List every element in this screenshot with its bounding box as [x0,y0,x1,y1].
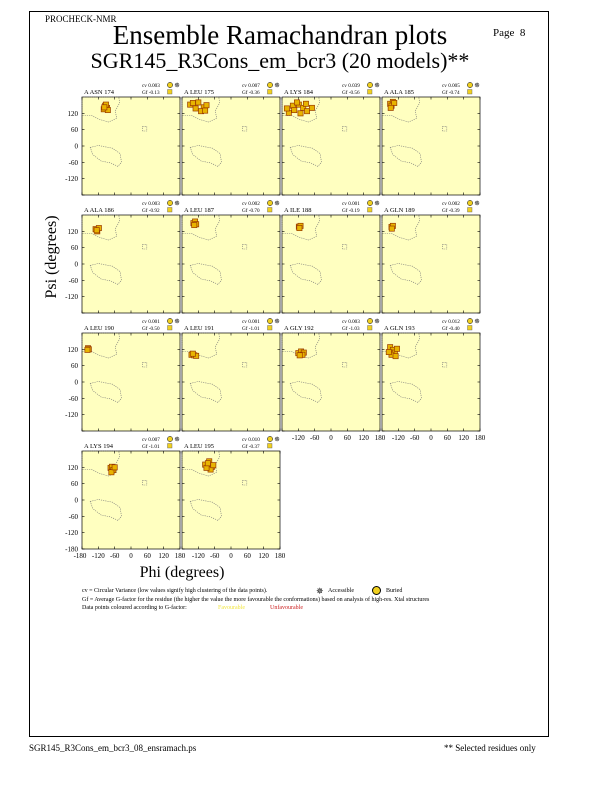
residue-label: A ALA 186 [84,207,114,214]
y-tick-label: -180 [65,545,78,554]
y-tick-label: -120 [65,293,78,302]
plot-panel [282,200,380,314]
x-tick-label: -180 [73,552,87,560]
gf-value: Gf -0.36 [242,90,260,96]
legend-buried-icon [372,586,381,595]
y-tick-label: -60 [68,158,78,167]
accessible-icon: ✵ [374,81,380,90]
accessible-icon: ✵ [274,199,280,208]
gf-value: Gf -0.74 [442,90,460,96]
accessible-icon: ✵ [174,435,180,444]
page-number-value: 8 [519,27,526,39]
data-point [204,103,209,108]
gfactor-swatch [268,90,273,95]
gf-value: Gf -0.19 [342,208,360,214]
gfactor-swatch [168,326,173,331]
gfactor-swatch [168,208,173,213]
buried-icon [167,318,172,323]
y-axis-title: Psi (degrees) [43,215,60,299]
residue-label: A LYS 184 [284,89,313,96]
x-tick-label: -120 [291,434,305,442]
accessible-icon: ✵ [374,317,380,326]
plot-panel [182,318,280,432]
residue-label: A LEU 187 [184,207,214,214]
data-point [196,100,201,105]
data-point [297,225,302,230]
buried-icon [367,82,372,87]
plot-panel [65,318,180,432]
data-point [292,107,297,112]
plot-panel [65,436,186,561]
x-tick-label: 0 [129,552,133,560]
x-tick-label: 180 [274,552,286,560]
residue-label: A ASN 174 [84,89,114,96]
gf-value: Gf -0.13 [142,90,160,96]
legend-colour-text: Data points coloured according to G-factor: [82,605,187,611]
gf-value: Gf -1.01 [242,326,260,332]
buried-icon [467,82,472,87]
data-point [393,354,398,359]
x-tick-label: -60 [209,552,220,560]
data-point [386,349,391,354]
accessible-icon: ✵ [474,81,480,90]
legend-cv-text: cv = Circular Variance (low values signify high clustering of the data points). [82,588,268,594]
x-tick-label: 60 [343,434,351,442]
buried-icon [367,200,372,205]
residue-label: A LEU 191 [184,325,214,332]
program-name: PROCHECK-NMR [45,14,117,24]
data-point [389,226,394,231]
x-tick-label: -120 [191,552,205,560]
buried-icon [267,82,272,87]
residue-label: A GLN 193 [384,325,415,332]
gfactor-swatch [268,326,273,331]
plot-panel [65,200,180,314]
accessible-icon: ✵ [474,199,480,208]
data-point [192,222,197,227]
x-tick-label: -60 [109,552,120,560]
cv-value: cv 0.003 [142,201,160,207]
cv-value: cv 0.010 [242,437,260,443]
data-point [190,100,195,105]
accessible-icon: ✵ [274,317,280,326]
cv-value: cv 0.002 [442,201,460,207]
residue-label: A ALA 185 [384,89,414,96]
data-point [304,109,309,114]
data-point [94,228,99,233]
gfactor-swatch [368,208,373,213]
residue-label: A LEU 195 [184,443,214,450]
gfactor-swatch [368,326,373,331]
gf-value: Gf -1.03 [342,326,360,332]
accessible-icon: ✵ [174,199,180,208]
x-tick-label: 60 [243,552,251,560]
y-tick-label: -120 [65,411,78,420]
gfactor-swatch [368,90,373,95]
gfactor-swatch [468,326,473,331]
cv-value: cv 0.005 [442,83,460,89]
data-point [109,470,114,475]
buried-icon [167,82,172,87]
data-point [193,106,198,111]
x-tick-label: -120 [391,434,405,442]
accessible-icon: ✵ [274,81,280,90]
legend-accessible-icon: ✵ [316,586,324,596]
accessible-icon: ✵ [174,81,180,90]
buried-icon [267,436,272,441]
y-tick-label: 0 [74,260,78,269]
legend-gf-text: Gf = Average G-factor for the residue (the higher the value the more favourable the conformations) based on analysis of high-res. Xtal structures [82,597,430,603]
gf-value: Gf -0.40 [442,326,460,332]
residue-label: A ILE 188 [284,207,312,214]
x-tick-label: 0 [229,552,233,560]
residue-label: A GLN 189 [384,207,415,214]
data-point [205,461,210,466]
gf-value: Gf -0.37 [242,444,260,450]
plot-panel [382,200,480,314]
gfactor-swatch [168,90,173,95]
gfactor-swatch [468,90,473,95]
page-subtitle: SGR145_R3Cons_em_bcr3 (20 models)** [90,48,470,73]
cv-value: cv 0.002 [242,201,260,207]
y-tick-label: 60 [71,126,78,135]
y-tick-label: 0 [74,142,78,151]
residue-label: A LYS 194 [84,443,113,450]
data-point [203,108,208,113]
plot-panel [382,318,486,443]
data-point [309,105,314,110]
buried-icon [467,200,472,205]
y-tick-label: -60 [68,394,78,403]
legend-accessible-label: Accessible [328,588,354,594]
x-axis-title: Phi (degrees) [139,564,225,581]
cv-value: cv 0.001 [342,201,360,207]
buried-icon [267,318,272,323]
gf-value: Gf -0.70 [242,208,260,214]
data-point [112,465,117,470]
data-point [284,106,289,111]
plot-panel [182,436,286,561]
y-tick-label: 0 [74,496,78,505]
y-tick-label: 120 [67,463,78,472]
residue-label: A LEU 190 [84,325,114,332]
x-tick-label: 60 [143,552,151,560]
x-tick-label: -60 [309,434,320,442]
gfactor-swatch [268,444,273,449]
y-tick-label: 120 [67,109,78,118]
data-point [298,111,303,116]
buried-icon [167,436,172,441]
legend-favourable: Favourable [218,605,245,611]
x-tick-label: 180 [374,434,386,442]
data-point [388,105,393,110]
cv-value: cv 0.003 [142,83,160,89]
plot-panel [282,318,386,443]
accessible-icon: ✵ [474,317,480,326]
x-tick-label: -60 [409,434,420,442]
data-point [102,105,107,110]
data-point [85,347,90,352]
cv-value: cv 0.003 [342,319,360,325]
accessible-icon: ✵ [174,317,180,326]
cv-value: cv 0.001 [142,319,160,325]
data-point [294,100,299,105]
gfactor-swatch [268,208,273,213]
cv-value: cv 0.007 [142,437,160,443]
cv-value: cv 0.039 [342,83,360,89]
x-tick-label: 120 [458,434,469,442]
accessible-icon: ✵ [274,435,280,444]
gf-value: Gf -0.39 [442,208,460,214]
accessible-icon: ✵ [374,199,380,208]
y-tick-label: -120 [65,175,78,184]
buried-icon [267,200,272,205]
gfactor-swatch [468,208,473,213]
gf-value: Gf -1.01 [142,444,160,450]
x-tick-label: 120 [158,552,169,560]
cv-value: cv 0.012 [442,319,460,325]
x-tick-label: -120 [91,552,105,560]
x-tick-label: 120 [358,434,369,442]
legend-unfavourable: Unfavourable [270,605,303,611]
y-tick-label: 120 [67,345,78,354]
data-point [303,101,308,106]
buried-icon [367,318,372,323]
data-point [211,463,216,468]
plot-panel [182,200,280,314]
gf-value: Gf -0.92 [142,208,160,214]
y-tick-label: 0 [74,378,78,387]
y-tick-label: 120 [67,227,78,236]
y-tick-label: -60 [68,276,78,285]
cv-value: cv 0.007 [242,83,260,89]
data-point [297,353,302,358]
buried-icon [467,318,472,323]
x-tick-label: 180 [174,552,186,560]
x-tick-label: 0 [329,434,333,442]
x-tick-label: 0 [429,434,433,442]
plot-panel [382,82,480,196]
x-tick-label: 120 [258,552,269,560]
gfactor-swatch [168,444,173,449]
residue-label: A GLY 192 [284,325,314,332]
plot-panel [282,82,380,196]
data-point [190,351,195,356]
footer-filename: SGR145_R3Cons_em_bcr3_08_ensramach.ps [29,743,197,753]
residue-label: A LEU 175 [184,89,214,96]
cv-value: cv 0.001 [242,319,260,325]
y-tick-label: 60 [71,362,78,371]
plot-panel [182,82,280,196]
gf-value: Gf -0.50 [142,326,160,332]
y-tick-label: 60 [71,244,78,253]
legend-buried-label: Buried [386,588,403,594]
page-title: Ensemble Ramachandran plots [112,20,448,50]
gf-value: Gf -0.56 [342,90,360,96]
x-tick-label: 180 [474,434,486,442]
footer-note: ** Selected residues only [444,743,536,753]
buried-icon [167,200,172,205]
plot-panel [65,82,180,196]
data-point [392,100,397,105]
x-tick-label: 60 [443,434,451,442]
page-label: Page [493,27,515,39]
data-point [394,346,399,351]
y-tick-label: -60 [68,512,78,521]
y-tick-label: 60 [71,480,78,489]
y-tick-label: -120 [65,529,78,538]
